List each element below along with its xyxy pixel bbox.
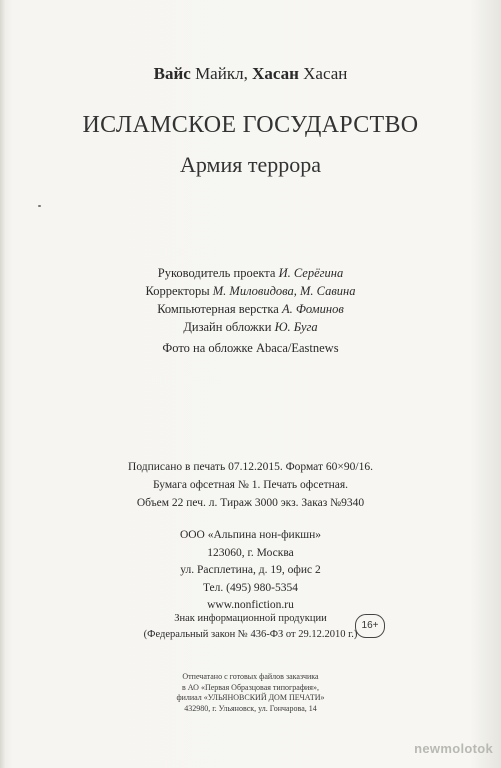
publisher-city: 123060, г. Москва xyxy=(207,546,294,559)
publisher-phone: Тел. (495) 980-5354 xyxy=(202,581,299,594)
print-speck xyxy=(38,205,41,207)
printer-line: Отпечатано с готовых файлов заказчика xyxy=(182,672,319,681)
book-title: ИСЛАМСКОЕ ГОСУДАРСТВО xyxy=(82,112,419,138)
author2-name: Хасан xyxy=(303,64,348,83)
credit-role: Компьютерная верстка xyxy=(157,302,279,316)
info-sign-law: (Федеральный закон № 436-ФЗ от 29.12.2010 г.) xyxy=(143,629,358,640)
author1-surname: Вайс xyxy=(153,64,191,83)
credit-role: Руководитель проекта xyxy=(157,266,276,280)
publisher-street: ул. Расплетина, д. 19, офис 2 xyxy=(180,564,321,577)
credit-person: А. Фоминов xyxy=(281,302,344,316)
credit-line xyxy=(0,282,501,300)
watermark: newmolotok xyxy=(414,741,493,756)
printer-line: филиал «УЛЬЯНОВСКИЙ ДОМ ПЕЧАТИ» xyxy=(176,693,325,702)
imprint-line: Бумага офсетная № 1. Печать офсетная. xyxy=(152,479,349,491)
authors-separator: , xyxy=(243,64,248,83)
imprint-block xyxy=(0,458,501,512)
credit-person: Ю. Буга xyxy=(274,320,318,334)
imprint-line: Подписано в печать 07.12.2015. Формат 60×90/16. xyxy=(128,461,373,473)
printer-line: в АО «Первая Образцовая типография», xyxy=(182,682,319,692)
publisher-name: ООО «Альпина нон-фикшн» xyxy=(179,529,322,541)
credit-line xyxy=(0,264,501,282)
credit-line xyxy=(0,300,501,318)
credit-role: Корректоры xyxy=(145,284,210,298)
age-rating-badge: 16+ xyxy=(355,614,385,638)
author2-surname: Хасан xyxy=(252,64,299,83)
book-subtitle: Армия террора xyxy=(179,152,321,177)
credit-role: Дизайн обложки xyxy=(183,320,272,334)
publisher-block xyxy=(0,527,501,615)
printer-line: 432980, г. Ульяновск, ул. Гончарова, 14 xyxy=(184,703,317,713)
imprint-line: Объем 22 печ. л. Тираж 3000 экз. Заказ №9340 xyxy=(136,497,365,509)
credits-block xyxy=(0,264,501,336)
photo-credit: Фото на обложке Abaca/Eastnews xyxy=(162,341,339,355)
credit-person: И. Серёгина xyxy=(278,266,344,280)
credit-line xyxy=(0,318,501,336)
author1-name: Майкл xyxy=(195,64,244,83)
publisher-website: www.nonfiction.ru xyxy=(207,599,294,612)
printer-block xyxy=(0,672,501,714)
credit-person: М. Миловидова, М. Савина xyxy=(212,284,356,298)
authors-line xyxy=(0,64,501,84)
info-sign-label: Знак информационной продукции xyxy=(174,613,327,624)
